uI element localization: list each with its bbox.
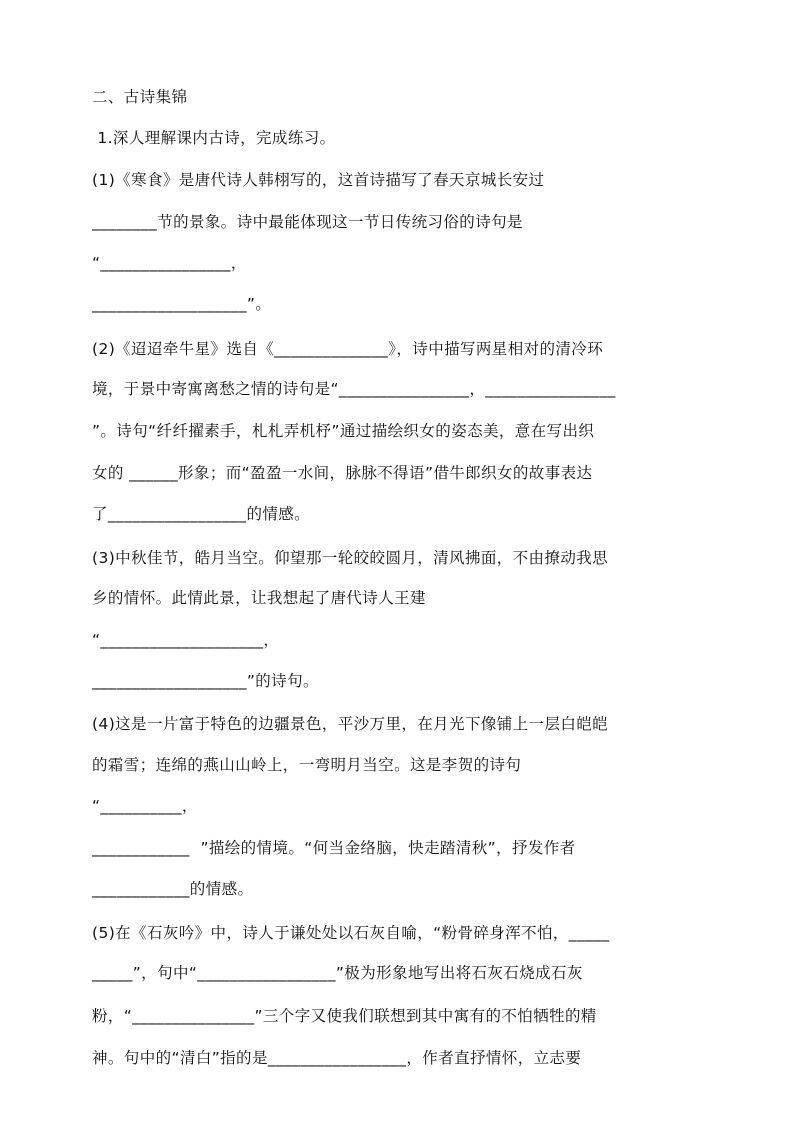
- text-line: ___________________”的诗句。: [92, 672, 319, 690]
- text-line: 乡的情怀。此情此景，让我想起了唐代诗人王建: [92, 589, 426, 607]
- text-line: “__________，: [92, 797, 198, 815]
- text-line: ”。诗句“纤纤擢素手，札札弄机杼”通过描绘织女的姿态美，意在写出织: [92, 422, 595, 440]
- text-line: 粉，“_______________”三个字又使我们联想到其中寓有的不怕牺牲的精: [92, 1007, 597, 1025]
- question-intro: 1.深人理解课内古诗，完成练习。: [92, 129, 336, 147]
- text-line: _____”，句中“_________________”极为形象地写出将石灰石烧成石灰: [92, 964, 583, 982]
- text-line: 了_________________的情感。: [92, 505, 311, 523]
- text-line: (3)中秋佳节，皓月当空。仰望那一轮皎皎圆月，清风拂面，不由撩动我思: [92, 549, 609, 567]
- text-line: 神。句中的“清白”指的是_________________，作者直抒情怀，立志要: [92, 1049, 582, 1067]
- text-line: (5)在《石灰吟》中，诗人于谦处处以石灰自喻，“粉骨碎身浑不怕，_____: [92, 924, 610, 942]
- text-line: ________节的景象。诗中最能体现这一节日传统习俗的诗句是: [92, 213, 523, 231]
- text-line: “________________，: [92, 254, 247, 272]
- text-line: “____________________，: [92, 631, 280, 649]
- text-line: 女的 ______形象；而“盈盈一水间，脉脉不得语”借牛郎织女的故事表达: [92, 464, 593, 482]
- text-line: ____________的情感。: [92, 880, 254, 898]
- text-line: 境，于景中寄寓离愁之情的诗句是“________________，________________: [92, 380, 616, 398]
- text-line: ___________________”。: [92, 295, 272, 313]
- text-line: (4)这是一片富于特色的边疆景色，平沙万里，在月光下像铺上一层白皑皑: [92, 715, 609, 733]
- text-line: 的霜雪；连绵的燕山山岭上，一弯明月当空。这是李贺的诗句: [92, 756, 522, 774]
- text-line: ____________ ”描绘的情境。“何当金络脑，快走踏清秋”，抒发作者: [92, 839, 576, 857]
- section-title: 二、古诗集锦: [92, 88, 188, 106]
- text-line: (1)《寒食》是唐代诗人韩栩写的，这首诗描写了春天京城长安过: [92, 171, 545, 189]
- text-line: (2)《迢迢牵牛星》选自《______________》，诗中描写两星相对的清冷环: [92, 340, 604, 358]
